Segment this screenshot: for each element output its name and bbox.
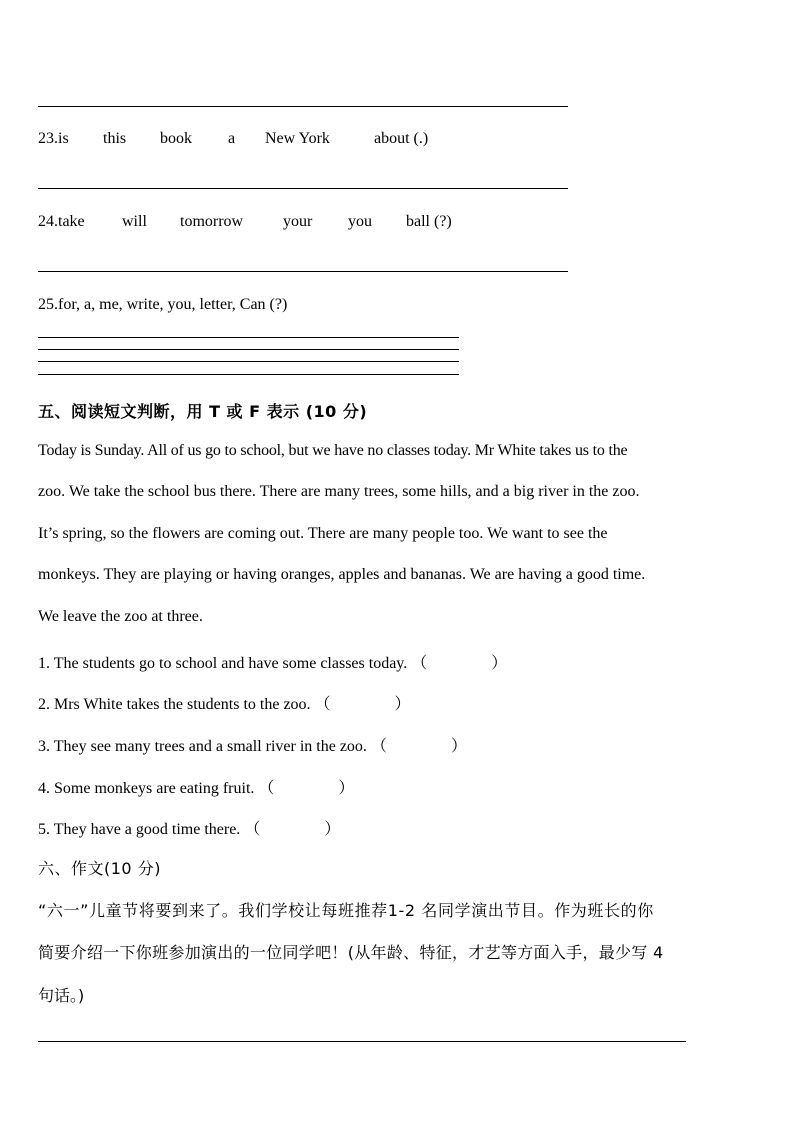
answer-line-25d[interactable]: [38, 374, 459, 375]
word: 24.take: [38, 213, 85, 230]
passage-line: Today is Sunday. All of us go to school, but we have no classes today. Mr White takes us to the: [38, 442, 628, 459]
answer-line-24[interactable]: [38, 271, 568, 272]
tf-question-4: [38, 775, 354, 798]
word: a: [228, 130, 236, 147]
word: book: [160, 130, 192, 147]
word: will: [122, 213, 147, 230]
answer-blank[interactable]: （ ）: [244, 821, 341, 838]
word: 23.is: [38, 130, 69, 147]
question-text: 5. They have a good time there.: [38, 821, 241, 838]
word: New York: [265, 130, 330, 147]
answer-line-25a[interactable]: [38, 337, 459, 338]
answer-blank[interactable]: （ ）: [411, 655, 508, 672]
tf-question-3: [38, 733, 467, 756]
word: ball (?): [406, 213, 452, 230]
question-25: 25.for, a, me, write, you, letter, Can (?): [38, 296, 288, 313]
word: tomorrow: [180, 213, 244, 230]
section-5-heading: 五、阅读短文判断，用 T 或 F 表示 (10 分): [38, 402, 368, 421]
question-text: 1. The students go to school and have some classes today.: [38, 655, 408, 672]
passage-line: monkeys. They are playing or having oranges, apples and bananas. We are having a good time.: [38, 566, 646, 583]
passage-line: zoo. We take the school bus there. There are many trees, some hills, and a big river in the zoo.: [38, 483, 640, 500]
question-text: 2. Mrs White takes the students to the zoo.: [38, 696, 311, 713]
question-text: 3. They see many trees and a small river in the zoo.: [38, 738, 367, 755]
essay-prompt-line: 句话。): [38, 986, 85, 1005]
tf-question-5: [38, 816, 340, 839]
tf-question-1: [38, 650, 507, 673]
word: your: [283, 213, 313, 230]
answer-line-23[interactable]: [38, 188, 568, 189]
word: this: [103, 130, 127, 147]
answer-blank[interactable]: （ ）: [370, 738, 467, 755]
word: you: [348, 213, 372, 230]
essay-prompt-line: “六一”儿童节将要到来了。我们学校让每班推荐1-2 名同学演出节目。作为班长的你: [38, 901, 654, 920]
answer-line-25c[interactable]: [38, 361, 459, 362]
answer-line-22[interactable]: [38, 106, 568, 107]
passage-line: We leave the zoo at three.: [38, 608, 203, 625]
passage-line: It’s spring, so the flowers are coming out. There are many people too. We want to see the: [38, 525, 608, 542]
tf-question-2: [38, 691, 411, 714]
essay-answer-line[interactable]: [38, 1041, 686, 1042]
answer-blank[interactable]: （ ）: [258, 780, 355, 797]
answer-line-25b[interactable]: [38, 349, 459, 350]
question-text: 4. Some monkeys are eating fruit.: [38, 780, 255, 797]
word: about (.): [374, 130, 429, 147]
essay-prompt-line: 简要介绍一下你班参加演出的一位同学吧！(从年龄、特征，才艺等方面入手，最少写 4: [38, 943, 664, 962]
section-6-heading: 六、作文(10 分): [38, 859, 161, 878]
answer-blank[interactable]: （ ）: [314, 696, 411, 713]
